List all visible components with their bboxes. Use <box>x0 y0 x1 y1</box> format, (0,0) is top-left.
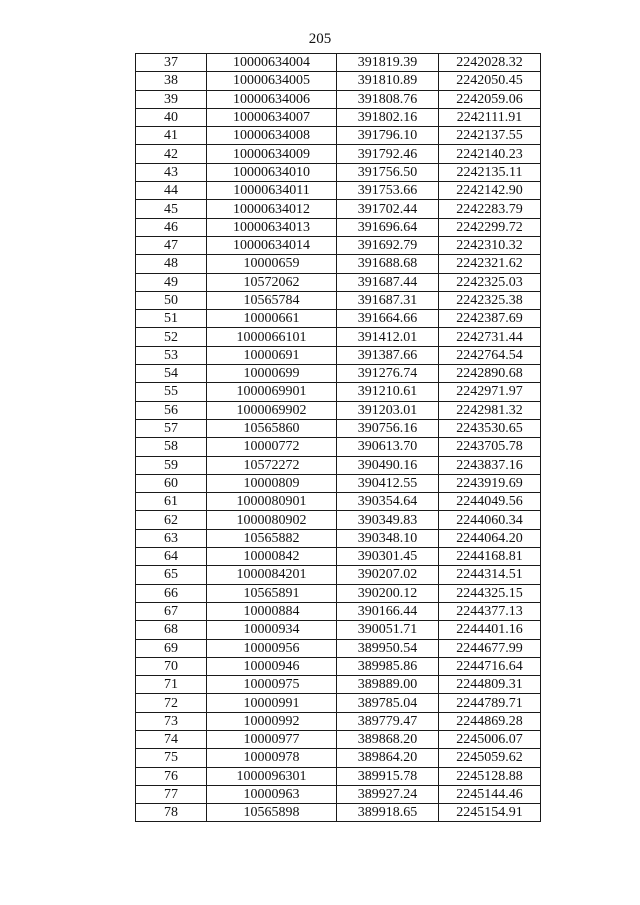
row-number-cell: 44 <box>136 182 207 200</box>
y-coordinate-cell: 2245059.62 <box>439 749 541 767</box>
x-coordinate-cell: 391792.46 <box>337 145 439 163</box>
x-coordinate-cell: 391687.44 <box>337 273 439 291</box>
y-coordinate-cell: 2245006.07 <box>439 730 541 748</box>
row-number-cell: 38 <box>136 72 207 90</box>
table-row <box>136 804 541 822</box>
y-coordinate-cell: 2245144.46 <box>439 785 541 803</box>
table-row <box>136 108 541 126</box>
point-id-cell: 1000084201 <box>207 566 337 584</box>
x-coordinate-cell: 389868.20 <box>337 730 439 748</box>
y-coordinate-cell: 2242890.68 <box>439 365 541 383</box>
row-number-cell: 59 <box>136 456 207 474</box>
x-coordinate-cell: 390354.64 <box>337 493 439 511</box>
y-coordinate-cell: 2243530.65 <box>439 419 541 437</box>
table-row <box>136 310 541 328</box>
table-row <box>136 127 541 145</box>
table-row <box>136 72 541 90</box>
row-number-cell: 61 <box>136 493 207 511</box>
point-id-cell: 10000956 <box>207 639 337 657</box>
y-coordinate-cell: 2244168.81 <box>439 548 541 566</box>
table-row <box>136 328 541 346</box>
x-coordinate-cell: 390207.02 <box>337 566 439 584</box>
x-coordinate-cell: 390348.10 <box>337 529 439 547</box>
y-coordinate-cell: 2242137.55 <box>439 127 541 145</box>
y-coordinate-cell: 2244325.15 <box>439 584 541 602</box>
y-coordinate-cell: 2242059.06 <box>439 90 541 108</box>
x-coordinate-cell: 390412.55 <box>337 474 439 492</box>
row-number-cell: 63 <box>136 529 207 547</box>
x-coordinate-cell: 390349.83 <box>337 511 439 529</box>
x-coordinate-cell: 391664.66 <box>337 310 439 328</box>
row-number-cell: 52 <box>136 328 207 346</box>
table-row <box>136 694 541 712</box>
point-id-cell: 10000634012 <box>207 200 337 218</box>
row-number-cell: 37 <box>136 54 207 72</box>
x-coordinate-cell: 391203.01 <box>337 401 439 419</box>
point-id-cell: 10000634009 <box>207 145 337 163</box>
point-id-cell: 10000934 <box>207 621 337 639</box>
table-row <box>136 749 541 767</box>
row-number-cell: 51 <box>136 310 207 328</box>
point-id-cell: 10565860 <box>207 419 337 437</box>
y-coordinate-cell: 2244064.20 <box>439 529 541 547</box>
point-id-cell: 10565882 <box>207 529 337 547</box>
point-id-cell: 10000661 <box>207 310 337 328</box>
point-id-cell: 10000975 <box>207 676 337 694</box>
point-id-cell: 10565898 <box>207 804 337 822</box>
point-id-cell: 10000634013 <box>207 218 337 236</box>
table-row <box>136 255 541 273</box>
coordinates-table-body <box>136 54 541 822</box>
table-row <box>136 346 541 364</box>
table-row <box>136 785 541 803</box>
y-coordinate-cell: 2242321.62 <box>439 255 541 273</box>
table-row <box>136 474 541 492</box>
point-id-cell: 10572272 <box>207 456 337 474</box>
point-id-cell: 10000634014 <box>207 236 337 254</box>
row-number-cell: 56 <box>136 401 207 419</box>
y-coordinate-cell: 2242981.32 <box>439 401 541 419</box>
table-row <box>136 676 541 694</box>
y-coordinate-cell: 2244809.31 <box>439 676 541 694</box>
row-number-cell: 45 <box>136 200 207 218</box>
point-id-cell: 10000946 <box>207 657 337 675</box>
table-row <box>136 621 541 639</box>
y-coordinate-cell: 2245128.88 <box>439 767 541 785</box>
table-row <box>136 182 541 200</box>
x-coordinate-cell: 391756.50 <box>337 163 439 181</box>
y-coordinate-cell: 2244789.71 <box>439 694 541 712</box>
point-id-cell: 10000634010 <box>207 163 337 181</box>
y-coordinate-cell: 2242050.45 <box>439 72 541 90</box>
table-row <box>136 383 541 401</box>
row-number-cell: 77 <box>136 785 207 803</box>
x-coordinate-cell: 391387.66 <box>337 346 439 364</box>
point-id-cell: 10000772 <box>207 438 337 456</box>
row-number-cell: 60 <box>136 474 207 492</box>
row-number-cell: 41 <box>136 127 207 145</box>
table-row <box>136 291 541 309</box>
x-coordinate-cell: 391753.66 <box>337 182 439 200</box>
row-number-cell: 70 <box>136 657 207 675</box>
table-row <box>136 401 541 419</box>
table-row <box>136 365 541 383</box>
table-row <box>136 566 541 584</box>
table-row <box>136 493 541 511</box>
y-coordinate-cell: 2245154.91 <box>439 804 541 822</box>
x-coordinate-cell: 391802.16 <box>337 108 439 126</box>
point-id-cell: 10572062 <box>207 273 337 291</box>
row-number-cell: 69 <box>136 639 207 657</box>
page-number: 205 <box>308 31 332 47</box>
table-row <box>136 163 541 181</box>
y-coordinate-cell: 2244716.64 <box>439 657 541 675</box>
point-id-cell: 1000069901 <box>207 383 337 401</box>
point-id-cell: 10000659 <box>207 255 337 273</box>
row-number-cell: 53 <box>136 346 207 364</box>
point-id-cell: 1000096301 <box>207 767 337 785</box>
y-coordinate-cell: 2244377.13 <box>439 602 541 620</box>
row-number-cell: 43 <box>136 163 207 181</box>
y-coordinate-cell: 2242325.03 <box>439 273 541 291</box>
row-number-cell: 58 <box>136 438 207 456</box>
y-coordinate-cell: 2242387.69 <box>439 310 541 328</box>
x-coordinate-cell: 390200.12 <box>337 584 439 602</box>
x-coordinate-cell: 391808.76 <box>337 90 439 108</box>
x-coordinate-cell: 389950.54 <box>337 639 439 657</box>
y-coordinate-cell: 2242325.38 <box>439 291 541 309</box>
point-id-cell: 10000992 <box>207 712 337 730</box>
table-row <box>136 511 541 529</box>
point-id-cell: 10565891 <box>207 584 337 602</box>
x-coordinate-cell: 391702.44 <box>337 200 439 218</box>
y-coordinate-cell: 2242310.32 <box>439 236 541 254</box>
row-number-cell: 68 <box>136 621 207 639</box>
table-row <box>136 218 541 236</box>
x-coordinate-cell: 389918.65 <box>337 804 439 822</box>
y-coordinate-cell: 2242111.91 <box>439 108 541 126</box>
x-coordinate-cell: 389779.47 <box>337 712 439 730</box>
row-number-cell: 39 <box>136 90 207 108</box>
point-id-cell: 10000634004 <box>207 54 337 72</box>
table-row <box>136 438 541 456</box>
x-coordinate-cell: 391796.10 <box>337 127 439 145</box>
table-row <box>136 602 541 620</box>
table-row <box>136 730 541 748</box>
row-number-cell: 76 <box>136 767 207 785</box>
point-id-cell: 10000809 <box>207 474 337 492</box>
row-number-cell: 64 <box>136 548 207 566</box>
row-number-cell: 47 <box>136 236 207 254</box>
row-number-cell: 72 <box>136 694 207 712</box>
y-coordinate-cell: 2242971.97 <box>439 383 541 401</box>
x-coordinate-cell: 391819.39 <box>337 54 439 72</box>
x-coordinate-cell: 390756.16 <box>337 419 439 437</box>
x-coordinate-cell: 391688.68 <box>337 255 439 273</box>
row-number-cell: 74 <box>136 730 207 748</box>
x-coordinate-cell: 390490.16 <box>337 456 439 474</box>
row-number-cell: 49 <box>136 273 207 291</box>
y-coordinate-cell: 2242135.11 <box>439 163 541 181</box>
x-coordinate-cell: 391687.31 <box>337 291 439 309</box>
row-number-cell: 48 <box>136 255 207 273</box>
x-coordinate-cell: 389864.20 <box>337 749 439 767</box>
row-number-cell: 62 <box>136 511 207 529</box>
table-row <box>136 767 541 785</box>
point-id-cell: 10000634011 <box>207 182 337 200</box>
point-id-cell: 10000634006 <box>207 90 337 108</box>
table-row <box>136 548 541 566</box>
table-row <box>136 200 541 218</box>
y-coordinate-cell: 2244401.16 <box>439 621 541 639</box>
x-coordinate-cell: 390301.45 <box>337 548 439 566</box>
y-coordinate-cell: 2244677.99 <box>439 639 541 657</box>
row-number-cell: 55 <box>136 383 207 401</box>
table-row <box>136 712 541 730</box>
point-id-cell: 10000884 <box>207 602 337 620</box>
table-row <box>136 456 541 474</box>
table-row <box>136 145 541 163</box>
table-row <box>136 584 541 602</box>
row-number-cell: 57 <box>136 419 207 437</box>
table-row <box>136 529 541 547</box>
y-coordinate-cell: 2242140.23 <box>439 145 541 163</box>
x-coordinate-cell: 389889.00 <box>337 676 439 694</box>
y-coordinate-cell: 2244314.51 <box>439 566 541 584</box>
point-id-cell: 10000691 <box>207 346 337 364</box>
y-coordinate-cell: 2242028.32 <box>439 54 541 72</box>
y-coordinate-cell: 2242764.54 <box>439 346 541 364</box>
row-number-cell: 54 <box>136 365 207 383</box>
row-number-cell: 65 <box>136 566 207 584</box>
y-coordinate-cell: 2243919.69 <box>439 474 541 492</box>
point-id-cell: 10000842 <box>207 548 337 566</box>
point-id-cell: 10000978 <box>207 749 337 767</box>
table-row <box>136 657 541 675</box>
row-number-cell: 71 <box>136 676 207 694</box>
row-number-cell: 66 <box>136 584 207 602</box>
y-coordinate-cell: 2244060.34 <box>439 511 541 529</box>
point-id-cell: 10565784 <box>207 291 337 309</box>
point-id-cell: 10000634005 <box>207 72 337 90</box>
point-id-cell: 10000699 <box>207 365 337 383</box>
point-id-cell: 10000634007 <box>207 108 337 126</box>
x-coordinate-cell: 391692.79 <box>337 236 439 254</box>
point-id-cell: 1000080901 <box>207 493 337 511</box>
y-coordinate-cell: 2244869.28 <box>439 712 541 730</box>
table-row <box>136 419 541 437</box>
x-coordinate-cell: 391210.61 <box>337 383 439 401</box>
y-coordinate-cell: 2242283.79 <box>439 200 541 218</box>
row-number-cell: 46 <box>136 218 207 236</box>
x-coordinate-cell: 389785.04 <box>337 694 439 712</box>
row-number-cell: 67 <box>136 602 207 620</box>
table-row <box>136 90 541 108</box>
point-id-cell: 10000634008 <box>207 127 337 145</box>
y-coordinate-cell: 2244049.56 <box>439 493 541 511</box>
x-coordinate-cell: 390166.44 <box>337 602 439 620</box>
y-coordinate-cell: 2243705.78 <box>439 438 541 456</box>
point-id-cell: 1000080902 <box>207 511 337 529</box>
row-number-cell: 78 <box>136 804 207 822</box>
x-coordinate-cell: 391276.74 <box>337 365 439 383</box>
y-coordinate-cell: 2242299.72 <box>439 218 541 236</box>
point-id-cell: 1000069902 <box>207 401 337 419</box>
row-number-cell: 73 <box>136 712 207 730</box>
x-coordinate-cell: 391696.64 <box>337 218 439 236</box>
point-id-cell: 10000977 <box>207 730 337 748</box>
x-coordinate-cell: 390613.70 <box>337 438 439 456</box>
x-coordinate-cell: 389927.24 <box>337 785 439 803</box>
row-number-cell: 50 <box>136 291 207 309</box>
x-coordinate-cell: 391412.01 <box>337 328 439 346</box>
x-coordinate-cell: 389985.86 <box>337 657 439 675</box>
table-row <box>136 639 541 657</box>
row-number-cell: 42 <box>136 145 207 163</box>
x-coordinate-cell: 390051.71 <box>337 621 439 639</box>
y-coordinate-cell: 2243837.16 <box>439 456 541 474</box>
y-coordinate-cell: 2242142.90 <box>439 182 541 200</box>
coordinates-table <box>135 53 541 822</box>
row-number-cell: 40 <box>136 108 207 126</box>
y-coordinate-cell: 2242731.44 <box>439 328 541 346</box>
point-id-cell: 1000066101 <box>207 328 337 346</box>
table-row <box>136 273 541 291</box>
row-number-cell: 75 <box>136 749 207 767</box>
point-id-cell: 10000991 <box>207 694 337 712</box>
x-coordinate-cell: 391810.89 <box>337 72 439 90</box>
x-coordinate-cell: 389915.78 <box>337 767 439 785</box>
table-row <box>136 54 541 72</box>
table-row <box>136 236 541 254</box>
point-id-cell: 10000963 <box>207 785 337 803</box>
